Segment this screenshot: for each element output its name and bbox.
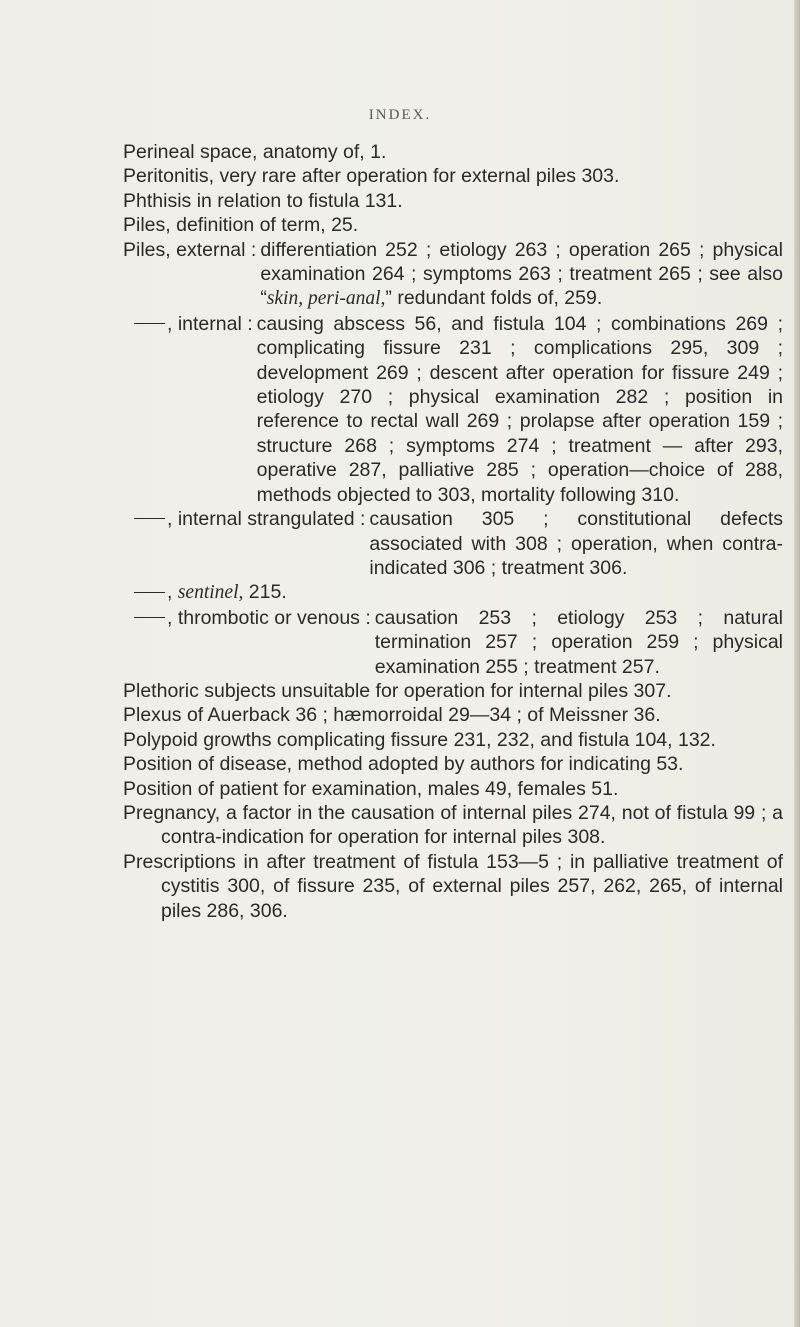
entry-lead: , sentinel, 215.: [123, 580, 287, 605]
entry-position-disease: Position of disease, method adopted by authors for indicating 53.: [123, 753, 684, 776]
entry-lead-text: , internal :: [167, 312, 253, 335]
entry-lead-text: , thrombotic or venous :: [167, 606, 371, 629]
entry-peritonitis: Peritonitis, very rare after operation for external piles 303.: [123, 165, 620, 188]
entry-piles-thrombotic: [123, 606, 783, 679]
entry-lead: [123, 507, 365, 580]
entry-phthisis: Phthisis in relation to fistula 131.: [123, 189, 403, 212]
page-edge: [794, 0, 800, 1327]
entry-body: causing abscess 56, and fistula 104 ; combinations 269 ; complicating fissure 231 ; complications 295, 309 ; development 269 ; descent after operation for fissure 249 ; etiology 270 ; physical examination 282 ; position in reference to rectal wall 269 ; prolapse after operation 159 ; structure 268 ; symptoms 274 ; treatment — after 293, operative 287, palliative 285 ; operation—choice of 288, methods objected to 303, mortality following 310.: [256, 312, 783, 506]
entry-lead: Piles, external :: [123, 238, 257, 261]
entry-lead: [123, 312, 253, 507]
entry-piles-definition: Piles, definition of term, 25.: [123, 214, 359, 237]
entry-piles-external: [123, 238, 783, 312]
page-header: INDEX.: [368, 107, 432, 123]
entry-body: [256, 238, 783, 312]
ditto-dash: [134, 518, 165, 519]
entry-prescriptions: Prescriptions in after treatment of fistula 153—5 ; in palliative treatment of cystitis 300, of fissure 235, of external piles 257, 262, 265, of internal piles 286, 306.: [123, 850, 783, 922]
index-content: [123, 140, 783, 923]
entry-lead-text: 215.: [243, 581, 287, 604]
entry-position-patient: Position of patient for examination, males 49, females 51.: [123, 777, 619, 800]
entry-italic: sentinel,: [177, 582, 244, 604]
ditto-dash: [134, 592, 165, 593]
entry-body-text-end: ” redundant folds of, 259.: [385, 287, 603, 310]
entry-piles-internal: [123, 312, 783, 507]
entry-piles-strangulated: [123, 507, 783, 580]
ditto-dash: [134, 323, 165, 324]
entry-pregnancy: Pregnancy, a factor in the causation of internal piles 274, not of fistula 99 ; a contra-indication for operation for internal piles 308.: [123, 801, 783, 849]
ditto-dash: [134, 617, 165, 618]
entry-plethoric: Plethoric subjects unsuitable for operation for internal piles 307.: [123, 679, 672, 702]
entry-perineal: Perineal space, anatomy of, 1.: [123, 141, 387, 163]
entry-body-italic: skin, peri-anal,: [266, 288, 386, 310]
entry-body-text: differentiation 252 ; etiology 263 ; operation 265 ; physical examination 264 ; symptoms 263 ; treatment 265 ; see also “: [260, 238, 783, 310]
entry-piles-sentinel: [123, 580, 783, 605]
entry-body: causation 253 ; etiology 253 ; natural termination 257 ; operation 259 ; physical examination 255 ; treatment 257.: [374, 606, 783, 678]
entry-plexus: Plexus of Auerback 36 ; hæmorroidal 29—34 ; of Meissner 36.: [123, 704, 661, 727]
entry-body: causation 305 ; constitutional defects associated with 308 ; operation, when contra-indicated 306 ; treatment 306.: [369, 508, 783, 579]
entry-lead: [123, 606, 371, 679]
entry-polypoid: Polypoid growths complicating fissure 231, 232, and fistula 104, 132.: [123, 728, 716, 751]
entry-lead-text: , internal strangulated :: [167, 508, 366, 531]
